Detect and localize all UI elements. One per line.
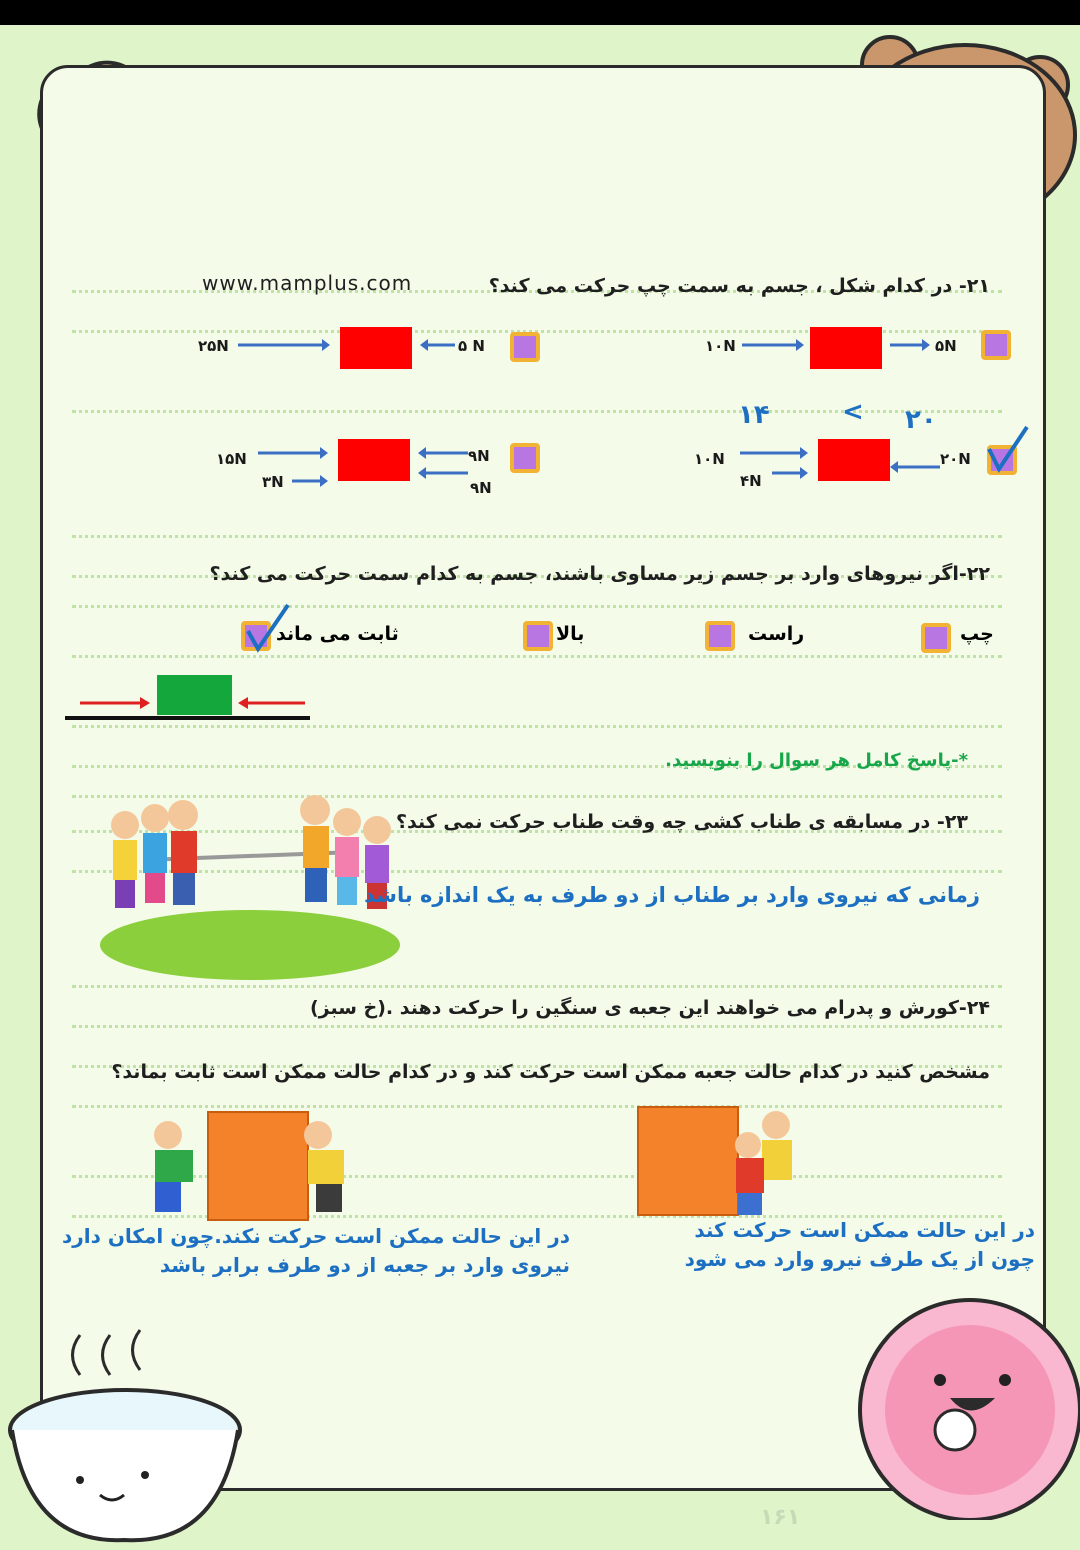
q21-note-lt: <: [842, 397, 864, 427]
q21-fig1-left-arrow: [742, 335, 804, 355]
q21-note-20: ۲۰: [905, 405, 937, 435]
checkmark-icon: [985, 425, 1030, 475]
q24-answer-right-1: در این حالت ممکن است حرکت کند: [694, 1218, 1035, 1242]
q21-fig2-checkbox[interactable]: [510, 332, 540, 362]
box-push-both-sides-illustration: [140, 1110, 365, 1225]
q22-text: ۲۲-اگر نیروهای وارد بر جسم زیر مساوی باشند، جسم به کدام سمت حرکت می کند؟: [209, 563, 990, 585]
worksheet-page: [0, 25, 1080, 1550]
q22-option-left-label: چپ: [960, 623, 994, 645]
q23-text: ۲۳- در مسابقه ی طناب کشی چه وقت طناب حرکت نمی کند؟: [395, 811, 968, 833]
q21-fig1-right-label: ۵N: [935, 337, 957, 355]
q21-fig2-right-arrow: [420, 335, 455, 355]
q22-option-fixed-label: ثابت می ماند: [276, 623, 399, 645]
q21-fig2-box: [340, 327, 412, 369]
q24-answer-right-2: چون از یک طرف نیرو وارد می شود: [684, 1247, 1035, 1271]
q24-line1: ۲۴-کورش و پدرام می خواهند این جعبه ی سنگین را حرکت دهند .(خ سبز): [309, 997, 990, 1019]
q21-fig4-left-top-label: ۱۵N: [216, 450, 247, 468]
q21-fig3-right-arrow: [890, 457, 940, 477]
q22-option-right-checkbox[interactable]: [705, 621, 735, 651]
q24-answer-left-1: در این حالت ممکن است حرکت نکند.چون امکان دارد: [61, 1224, 570, 1248]
q24-line2: مشخص کنید در کدام حالت جعبه ممکن است حرکت کند و در کدام حالت ممکن است ثابت بماند؟: [111, 1061, 990, 1083]
q21-fig4-right-top-arrow: [418, 443, 468, 463]
q21-fig2-right-label: ۵ N: [458, 337, 485, 355]
q21-fig1-box: [810, 327, 882, 369]
q21-fig3-left-bottom-arrow: [772, 463, 808, 483]
q22-equal-forces-diagram: [60, 670, 320, 725]
q21-fig3-left-bottom-label: ۴N: [740, 472, 762, 490]
q21-fig3-left-top-arrow: [740, 443, 808, 463]
page-number: ۱۶۱: [760, 1505, 801, 1530]
q24-answer-left-2: نیروی وارد بر جعبه از دو طرف برابر باشد: [159, 1253, 570, 1277]
q21-text: ۲۱- در کدام شکل ، جسم به سمت چپ حرکت می کند؟: [488, 275, 990, 297]
q21-fig2-left-label: ۲۵N: [198, 337, 229, 355]
q21-note-14: ۱۴: [738, 400, 770, 430]
q22-option-right-label: راست: [748, 623, 805, 645]
q21-fig1-right-arrow: [890, 335, 930, 355]
bowl-sticker: [0, 1315, 250, 1550]
box-push-one-side-illustration: [636, 1105, 826, 1220]
q21-fig3-box: [818, 439, 890, 481]
donut-sticker: [830, 1280, 1080, 1520]
q22-option-up-checkbox[interactable]: [523, 621, 553, 651]
q21-fig1-left-label: ۱۰N: [705, 337, 736, 355]
q21-fig4-box: [338, 439, 410, 481]
q22-option-up-label: بالا: [556, 623, 585, 645]
q21-fig4-left-bottom-label: ۳N: [262, 473, 284, 491]
q21-fig4-left-bottom-arrow: [292, 471, 328, 491]
instruction-text: *-پاسخ کامل هر سوال را بنویسید.: [665, 750, 968, 771]
q21-fig1-checkbox[interactable]: [981, 330, 1011, 360]
q21-fig4-right-bottom-label: ۹N: [470, 479, 492, 497]
q23-answer: زمانی که نیروی وارد بر طناب از دو طرف به یک اندازه باشد: [364, 883, 980, 907]
watermark-url: www.mamplus.com: [202, 271, 413, 295]
q21-fig3-right-label: ۲۰N: [940, 450, 971, 468]
q21-fig2-left-arrow: [238, 335, 330, 355]
tug-of-war-illustration: [85, 780, 410, 980]
q22-option-left-checkbox[interactable]: [921, 623, 951, 653]
q21-fig4-right-top-label: ۹N: [468, 447, 490, 465]
q21-fig4-checkbox[interactable]: [510, 443, 540, 473]
q21-fig4-right-bottom-arrow: [418, 463, 468, 483]
q21-fig4-left-top-arrow: [258, 443, 328, 463]
q21-fig3-left-top-label: ۱۰N: [694, 450, 725, 468]
